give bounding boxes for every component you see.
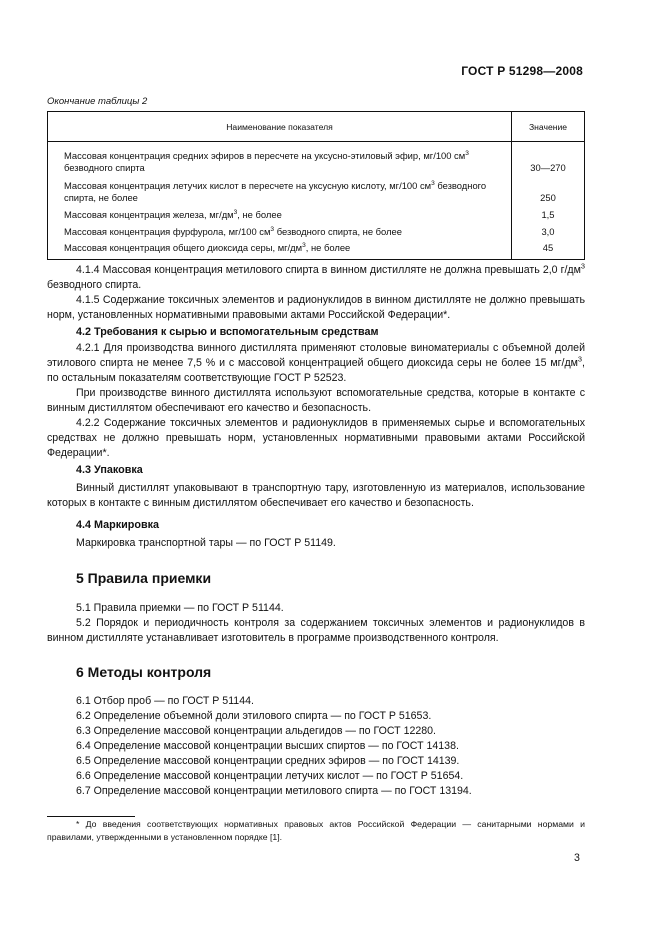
list-item: 6.1 Отбор проб — по ГОСТ Р 51144. [76,695,254,707]
list-item: 6.3 Определение массовой концентрации альдегидов — по ГОСТ 12280. [76,725,437,737]
footnote: * До введения соответствующих нормативных правовых актов Российской Федерации — санитарными нормами и правилами, утвержденными в установленном порядке [1]. [47,819,585,842]
row-value: 250 [512,174,585,204]
paragraph-5-1: 5.1 Правила приемки — по ГОСТ Р 51144. [76,602,284,614]
list-item: 6.5 Определение массовой концентрации средних эфиров — по ГОСТ 14139. [76,755,460,767]
list-item: 6.7 Определение массовой концентрации метилового спирта — по ГОСТ 13194. [76,785,472,797]
table-caption: Окончание таблицы 2 [47,96,148,107]
indicators-table [47,111,585,260]
paragraph-4-2-1-continued: При производстве винного дистиллята используют вспомогательные средства, которые в контакте с винным дистиллятом обеспечивают его качество и безопасность. [47,387,585,414]
list-item: 6.6 Определение массовой концентрации летучих кислот — по ГОСТ Р 51654. [76,770,464,782]
row-name: Массовая концентрация железа, $мг/дм^3$, не более [48,204,512,221]
column-header-name: Наименование показателя [48,112,512,142]
paragraph-4-2-2: 4.2.2 Содержание токсичных элементов и радионуклидов в применяемых сырье и вспомогательных средствах не должно превышать норм, установленных нормативными правовыми актами Российской Федерации*. [47,417,585,459]
row-value: 1,5 [512,204,585,221]
table-row [48,238,585,260]
row-name: Массовая концентрация общего диоксида серы, $мг/дм^3$, не более [48,238,512,260]
footnote-divider [47,816,135,817]
row-name: Массовая концентрация летучих кислот в пересчете на уксусную кислоту, мг/100 $см^3$ безводного спирта, не более [48,174,512,204]
row-value: 30—270 [512,142,585,174]
paragraph-4-3: Винный дистиллят упаковывают в транспортную тару, изготовленную из материалов, использование которых в контакте с винным дистиллятом обеспечивает его качество и безопасность. [47,482,585,509]
paragraph-4-4: Маркировка транспортной тары — по ГОСТ Р 51149. [76,537,336,549]
row-name: Массовая концентрация средних эфиров в пересчете на уксусно-этиловый эфир, мг/100 $см^3$ безводного спирта [48,142,512,174]
list-item: 6.2 Определение объемной доли этилового спирта — по ГОСТ Р 51653. [76,710,432,722]
section-heading-4-4: 4.4 Маркировка [76,519,160,531]
section-heading-6: 6 Методы контроля [76,664,212,680]
section-heading-5: 5 Правила приемки [76,570,212,586]
row-value: 45 [512,238,585,260]
table-row [48,174,585,204]
row-value: 3,0 [512,221,585,238]
table-row [48,204,585,221]
paragraph-4-1-5: 4.1.5 Содержание токсичных элементов и радионуклидов в винном дистилляте не должно превышать норм, установленных нормативными правовыми актами Российской Федерации*. [47,294,585,321]
section-heading-4-2: 4.2 Требования к сырью и вспомогательным средствам [76,326,379,338]
page-number: 3 [574,852,580,864]
section-heading-4-3: 4.3 Упаковка [76,464,143,476]
methods-list [47,694,585,799]
column-header-value: Значение [512,112,585,142]
paragraph-5-2: 5.2 Порядок и периодичность контроля за содержанием токсичных элементов и радионуклидов в винном дистилляте устанавливает изготовитель в программе производственного контроля. [47,617,585,644]
row-name: Массовая концентрация фурфурола, мг/100 $см^3$ безводного спирта, не более [48,221,512,238]
table-row [48,221,585,238]
paragraph-4-1-4: 4.1.4 Массовая концентрация метилового спирта в винном дистилляте не должна превышать 2,0 $г/дм^3$ безводного спирта. [47,261,585,291]
paragraph-4-2-1: 4.2.1 Для производства винного дистиллята применяют столовые виноматериалы с объемной долей этилового спирта не менее 7,5 % и с массовой концентрацией общего диоксида серы не более 15 $мг/дм^3$, по остальным показателям соответствующие ГОСТ Р 52523. [47,342,585,384]
list-item: 6.4 Определение массовой концентрации высших спиртов — по ГОСТ 14138. [76,740,459,752]
table-row [48,142,585,174]
document-header: ГОСТ Р 51298—2008 [461,64,583,78]
